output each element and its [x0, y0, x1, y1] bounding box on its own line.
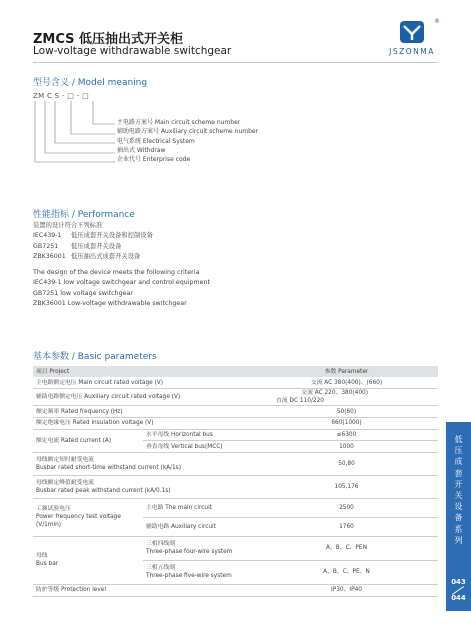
header-divider: [33, 62, 438, 63]
row-label-cn: 母线额定短时耐受电流: [36, 456, 94, 463]
row-label-cn: 母线: [36, 553, 48, 560]
row-value: IP30、IP40: [255, 584, 438, 596]
sub-label: 水平母线 Horizontal bus: [143, 429, 255, 441]
series-char: 成: [454, 457, 463, 467]
row-label: [33, 452, 255, 475]
row-label-en: Bus bar: [36, 561, 59, 568]
sub-label: [143, 536, 255, 560]
sub-label: [143, 560, 255, 584]
table-row: [33, 475, 438, 498]
standard-row: [33, 231, 153, 241]
row-label: 辅助电路额定电压 Auxiliary circuit rated voltage (V): [33, 389, 255, 406]
row-label: [33, 498, 143, 536]
row-value: 105,176: [255, 475, 438, 498]
model-item: 主电路方案号 Main circuit scheme number: [117, 119, 241, 126]
standard-desc: 低压抽出式成套开关设备: [71, 252, 141, 260]
row-label: 防护等级 Protection level: [33, 584, 255, 596]
row-label: 额定频率 Rated frequency (Hz): [33, 406, 255, 418]
table-row: [33, 452, 438, 475]
performance-en-line: ZBK36001 Low-voltage withdrawable switchgear: [33, 299, 187, 307]
table-row: [33, 584, 438, 596]
table-row: [33, 377, 438, 389]
series-char: 列: [454, 535, 463, 545]
series-char: 备: [454, 513, 463, 523]
aux-ac-value: 交流 AC 220、380(400): [301, 390, 368, 397]
sub-label: 垂直母线 Vertical bus(MCC): [143, 441, 255, 453]
series-char: 套: [454, 468, 463, 478]
performance-en-line: The design of the device meets the following criteria: [33, 269, 200, 276]
model-item: 辅助电路方案号 Auxiliary circuit scheme number: [117, 128, 259, 136]
row-value: 660(1000): [255, 417, 438, 429]
performance-en-line: IEC439-1 low voltage switchgear and control equipment: [33, 279, 210, 287]
row-value: 交流 AC 380(400)、(660): [255, 377, 438, 389]
performance-intro: 装置的设计符合下列标准: [33, 222, 103, 229]
table-row: [33, 417, 438, 429]
row-value: 50,80: [255, 452, 438, 475]
row-value: 2500: [255, 498, 438, 517]
page-number-tab: [446, 571, 471, 611]
series-char: 系: [454, 524, 463, 534]
row-label-en: Busbar rated peak withstand current (kA/0.1s): [36, 487, 171, 494]
standard-row: [33, 242, 153, 252]
table-row: [33, 498, 438, 517]
sub-label-en: Three-phase four-wire system: [146, 549, 233, 556]
sub-label-cn: 三相四线制: [146, 541, 175, 548]
sub-label: 主电路 The main circuit: [143, 498, 255, 517]
logo-mark-icon: [399, 20, 425, 44]
basic-parameters-title: 基本参数 / Basic parameters: [33, 352, 157, 362]
table-header-row: [33, 366, 438, 377]
page-number-left: 043: [451, 578, 466, 586]
series-char: 压: [454, 446, 463, 456]
header-project: 项目 Project: [33, 366, 255, 377]
row-label: 额定绝缘电压 Rated insulation voltage (V): [33, 417, 255, 429]
sub-label: 辅助电路 Auxiliary circuit: [143, 517, 255, 536]
standard-desc: 低压成套开关设备: [71, 242, 122, 250]
row-value: [255, 389, 438, 406]
series-label: [446, 434, 471, 546]
page-number-right: 044: [451, 594, 466, 602]
table-row: [33, 389, 438, 406]
standard-code: GB7251: [33, 242, 59, 250]
aux-dc-value: 直流 DC 110/220: [276, 398, 324, 405]
table-row: [33, 406, 438, 418]
page-subtitle: Low-voltage withdrawable switchgear: [33, 45, 232, 57]
row-label: 主电路额定电压 Main circuit rated voltage (V): [33, 377, 255, 389]
row-label: [33, 475, 255, 498]
standard-code: ZBK36001: [33, 252, 66, 260]
registered-mark: ®: [434, 18, 440, 25]
row-value: 1760: [255, 517, 438, 536]
row-value: A、B、C、PE、N: [255, 560, 438, 584]
standard-desc: 低压成套开关设备和控制设备: [71, 232, 153, 240]
series-char: 开: [454, 479, 463, 489]
row-value: 1000: [255, 441, 438, 453]
logo-text: JSZONMA: [389, 47, 435, 56]
sub-label-en: Three-phase five-wire system: [146, 573, 232, 580]
row-label-en: (V/1min): [36, 522, 62, 529]
standard-row: [33, 252, 153, 262]
model-item: 企业代号 Enterprise code: [117, 156, 191, 164]
performance-title: 性能指标 / Performance: [33, 210, 135, 220]
series-side-tab: [446, 422, 471, 580]
performance-en-block: [33, 268, 210, 309]
performance-cn-block: [33, 221, 153, 262]
sub-label-cn: 三相五线制: [146, 565, 175, 572]
model-code: ZM C S - □ - □: [33, 92, 89, 100]
series-char: 关: [454, 491, 463, 501]
brand-logo: [384, 20, 440, 60]
series-char: 设: [454, 502, 463, 512]
model-item: 抽出式 Withdraw: [117, 146, 166, 154]
row-label-cn: 母线额定峰值耐受电流: [36, 479, 94, 486]
page-title: ZMCS 低压抽出式开关柜: [33, 32, 184, 47]
row-value: ≤6300: [255, 429, 438, 441]
table-row: [33, 536, 438, 560]
table-row: [33, 429, 438, 441]
performance-en-line: GB7251 low voltage switchgear: [33, 289, 133, 297]
parameters-table: [33, 366, 438, 597]
model-meaning-list: [117, 118, 258, 164]
row-value: A、B、C、PEN: [255, 536, 438, 560]
model-meaning-title: 型号含义 / Model meaning: [33, 78, 148, 88]
series-char: 低: [454, 435, 463, 444]
row-label: 额定电流 Rated current (A): [33, 429, 143, 452]
header-parameter: 参数 Parameter: [255, 366, 438, 377]
model-item: 电气系统 Electrical System: [117, 137, 195, 145]
row-label: [33, 536, 143, 584]
row-label-en: Busbar rated short-time withstand current (kA/1s): [36, 464, 181, 471]
row-value: 50(60): [255, 406, 438, 418]
row-label-en: Power frequency test voltage: [36, 514, 121, 521]
standard-code: IEC439-1: [33, 232, 62, 240]
row-label-cn: 工频试验电压: [36, 506, 71, 513]
